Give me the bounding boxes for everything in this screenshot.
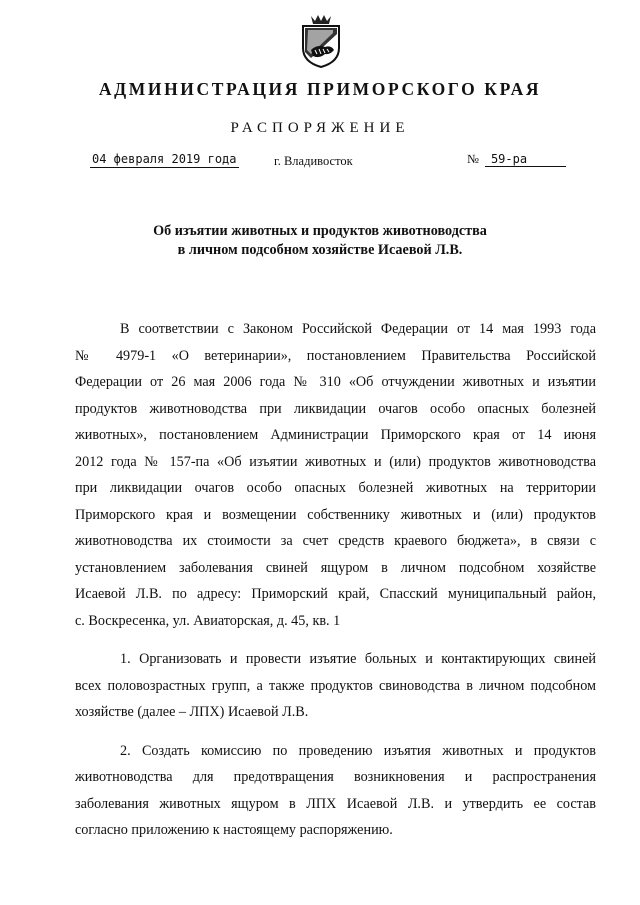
item-2-paragraph: [75, 738, 596, 844]
text-line: при ликвидации очагов особо опасных болезней животных на территории: [75, 480, 596, 496]
text-line: Федерации от 26 мая 2006 года № 310 «Об отчуждении животных и изъятии: [75, 374, 596, 390]
text-line: 2012 года № 157-па «Об изъятии животных и (или) продуктов животноводства: [75, 453, 596, 470]
document-type: РАСПОРЯЖЕНИЕ: [230, 120, 410, 136]
text-line: установлением заболевания свиней ящуром в личном подсобном хозяйстве: [75, 559, 596, 576]
text-line: Исаевой Л.В. по адресу: Приморский край, Спасский муниципальный район,: [75, 586, 596, 602]
text-line: согласно приложению к настоящему распоряжению.: [75, 822, 393, 838]
document-subject: [0, 222, 640, 260]
text-line: заболевания животных ящуром в ЛПХ Исаевой Л.В. и утвердить ее состав: [75, 795, 596, 812]
text-line: животноводства для предотвращения возникновения и распространения: [75, 769, 596, 785]
organization-title: АДМИНИСТРАЦИЯ ПРИМОРСКОГО КРАЯ: [98, 79, 542, 99]
text-line: с. Воскресенка, ул. Авиаторская, д. 45, кв. 1: [75, 612, 341, 629]
text-line: № 4979-1 «О ветеринарии», постановлением Правительства Российской: [75, 347, 596, 364]
number-sign: №: [467, 152, 479, 166]
document-body: [75, 316, 596, 844]
text-line: 1. Организовать и провести изъятие больных и контактирующих свиней: [120, 651, 596, 667]
subject-line: Об изъятии животных и продуктов животноводства: [153, 223, 487, 239]
text-line: 2. Создать комиссию по проведению изъятия животных и продуктов: [120, 742, 596, 759]
text-line: всех половозрастных групп, а также продуктов свиноводства в личном подсобном: [75, 677, 596, 694]
preamble-paragraph: [75, 316, 596, 634]
text-line: животноводства их стоимости за счет средств краевого бюджета», в связи с: [75, 533, 596, 549]
text-line: Приморского края и возмещении собственнику животных и (или) продуктов: [75, 506, 596, 523]
document-date: 04 февраля 2019 года: [92, 152, 237, 166]
document-number: 59-ра: [485, 152, 566, 167]
text-line: хозяйстве (далее – ЛПХ) Исаевой Л.В.: [75, 704, 309, 720]
item-1-paragraph: [75, 646, 596, 726]
coat-of-arms-icon: [299, 14, 343, 68]
document-number-block: [467, 152, 566, 167]
document-city: г. Владивосток: [274, 154, 353, 168]
text-line: В соответствии с Законом Российской Федерации от 14 мая 1993 года: [120, 321, 596, 337]
text-line: продуктов животноводства при ликвидации очагов особо опасных болезней: [75, 400, 596, 417]
subject-line: в личном подсобном хозяйстве Исаевой Л.В.: [177, 242, 463, 258]
text-line: животных», постановлением Администрации Приморского края от 14 июня: [75, 427, 596, 443]
